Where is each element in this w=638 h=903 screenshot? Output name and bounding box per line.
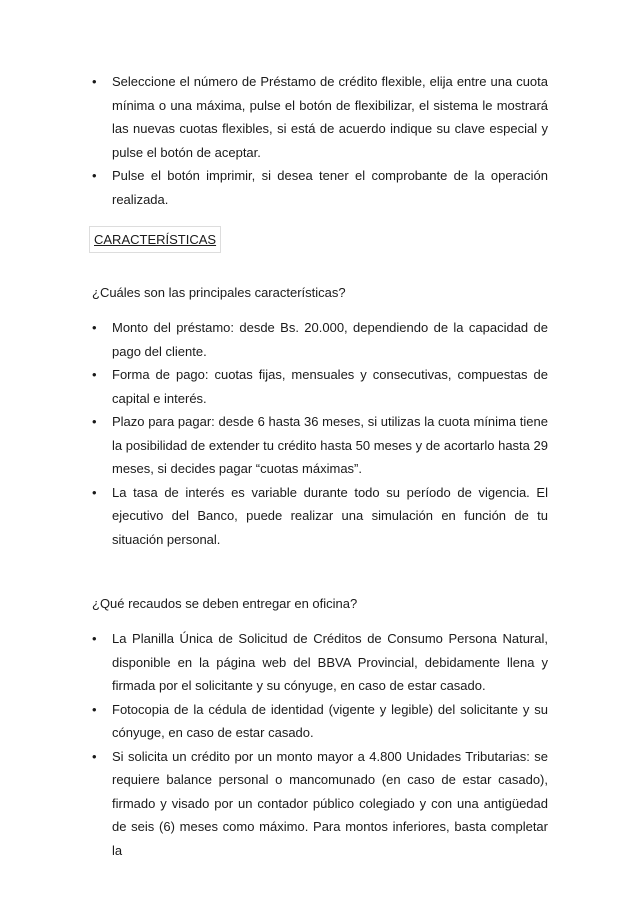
list-item-text: Pulse el botón imprimir, si desea tener el comprobante de la operación realizada.	[112, 168, 548, 207]
list-item	[92, 316, 548, 363]
list-item-text: La tasa de interés es variable durante todo su período de vigencia. El ejecutivo del Banco, puede realizar una simulación en función de tu situación personal.	[112, 484, 548, 547]
list-item	[92, 698, 548, 745]
bullet-icon: •	[92, 74, 97, 89]
bullet-icon: •	[92, 414, 97, 429]
list-item-text: Forma de pago: cuotas fijas, mensuales y consecutivas, compuestas de capital e interés.	[112, 367, 548, 406]
bullet-icon: •	[92, 631, 97, 646]
list-item	[92, 481, 548, 552]
features-list	[92, 316, 548, 551]
list-item	[92, 164, 548, 211]
bullet-icon: •	[92, 701, 97, 717]
list-item	[92, 627, 548, 698]
requirements-list	[92, 627, 548, 862]
question-heading: ¿Cuáles son las principales características?	[92, 285, 346, 300]
bullet-icon: •	[92, 320, 97, 335]
section-heading: CARACTERÍSTICAS	[89, 226, 221, 253]
list-item-text: Monto del préstamo: desde Bs. 20.000, dependiendo de la capacidad de pago del cliente.	[112, 320, 548, 359]
list-item	[92, 70, 548, 164]
steps-list	[92, 70, 548, 211]
question-heading: ¿Qué recaudos se deben entregar en oficina?	[92, 596, 358, 611]
bullet-icon: •	[92, 484, 97, 500]
list-item	[92, 745, 548, 863]
list-item-text: Fotocopia de la cédula de identidad (vigente y legible) del solicitante y su cónyuge, en caso de estar casado.	[112, 701, 548, 740]
list-item-text: Seleccione el número de Préstamo de crédito flexible, elija entre una cuota mínima o una máxima, pulse el botón de flexibilizar, el sistema le mostrará las nuevas cuotas flexibles, si está de acuerdo indique su clave especial y pulse el botón de aceptar.	[112, 74, 548, 160]
list-item	[92, 363, 548, 410]
list-item	[92, 410, 548, 481]
bullet-icon: •	[92, 168, 97, 183]
list-item-text: Plazo para pagar: desde 6 hasta 36 meses, si utilizas la cuota mínima tiene la posibilidad de extender tu crédito hasta 50 meses y de acortarlo hasta 29 meses, si decides pagar “cuotas máximas”.	[112, 414, 548, 476]
bullet-icon: •	[92, 748, 97, 764]
list-item-text: Si solicita un crédito por un monto mayor a 4.800 Unidades Tributarias: se requiere balance personal o mancomunado (en caso de estar casado), firmado y visado por un contador público colegiado y con una antigüedad de seis (6) meses como máximo. Para montos inferiores, basta completar la	[112, 748, 548, 858]
list-item-text: La Planilla Única de Solicitud de Créditos de Consumo Persona Natural, disponible en la página web del BBVA Provincial, debidamente llena y firmada por el solicitante y su cónyuge, en caso de estar casado.	[112, 631, 548, 693]
bullet-icon: •	[92, 367, 97, 382]
